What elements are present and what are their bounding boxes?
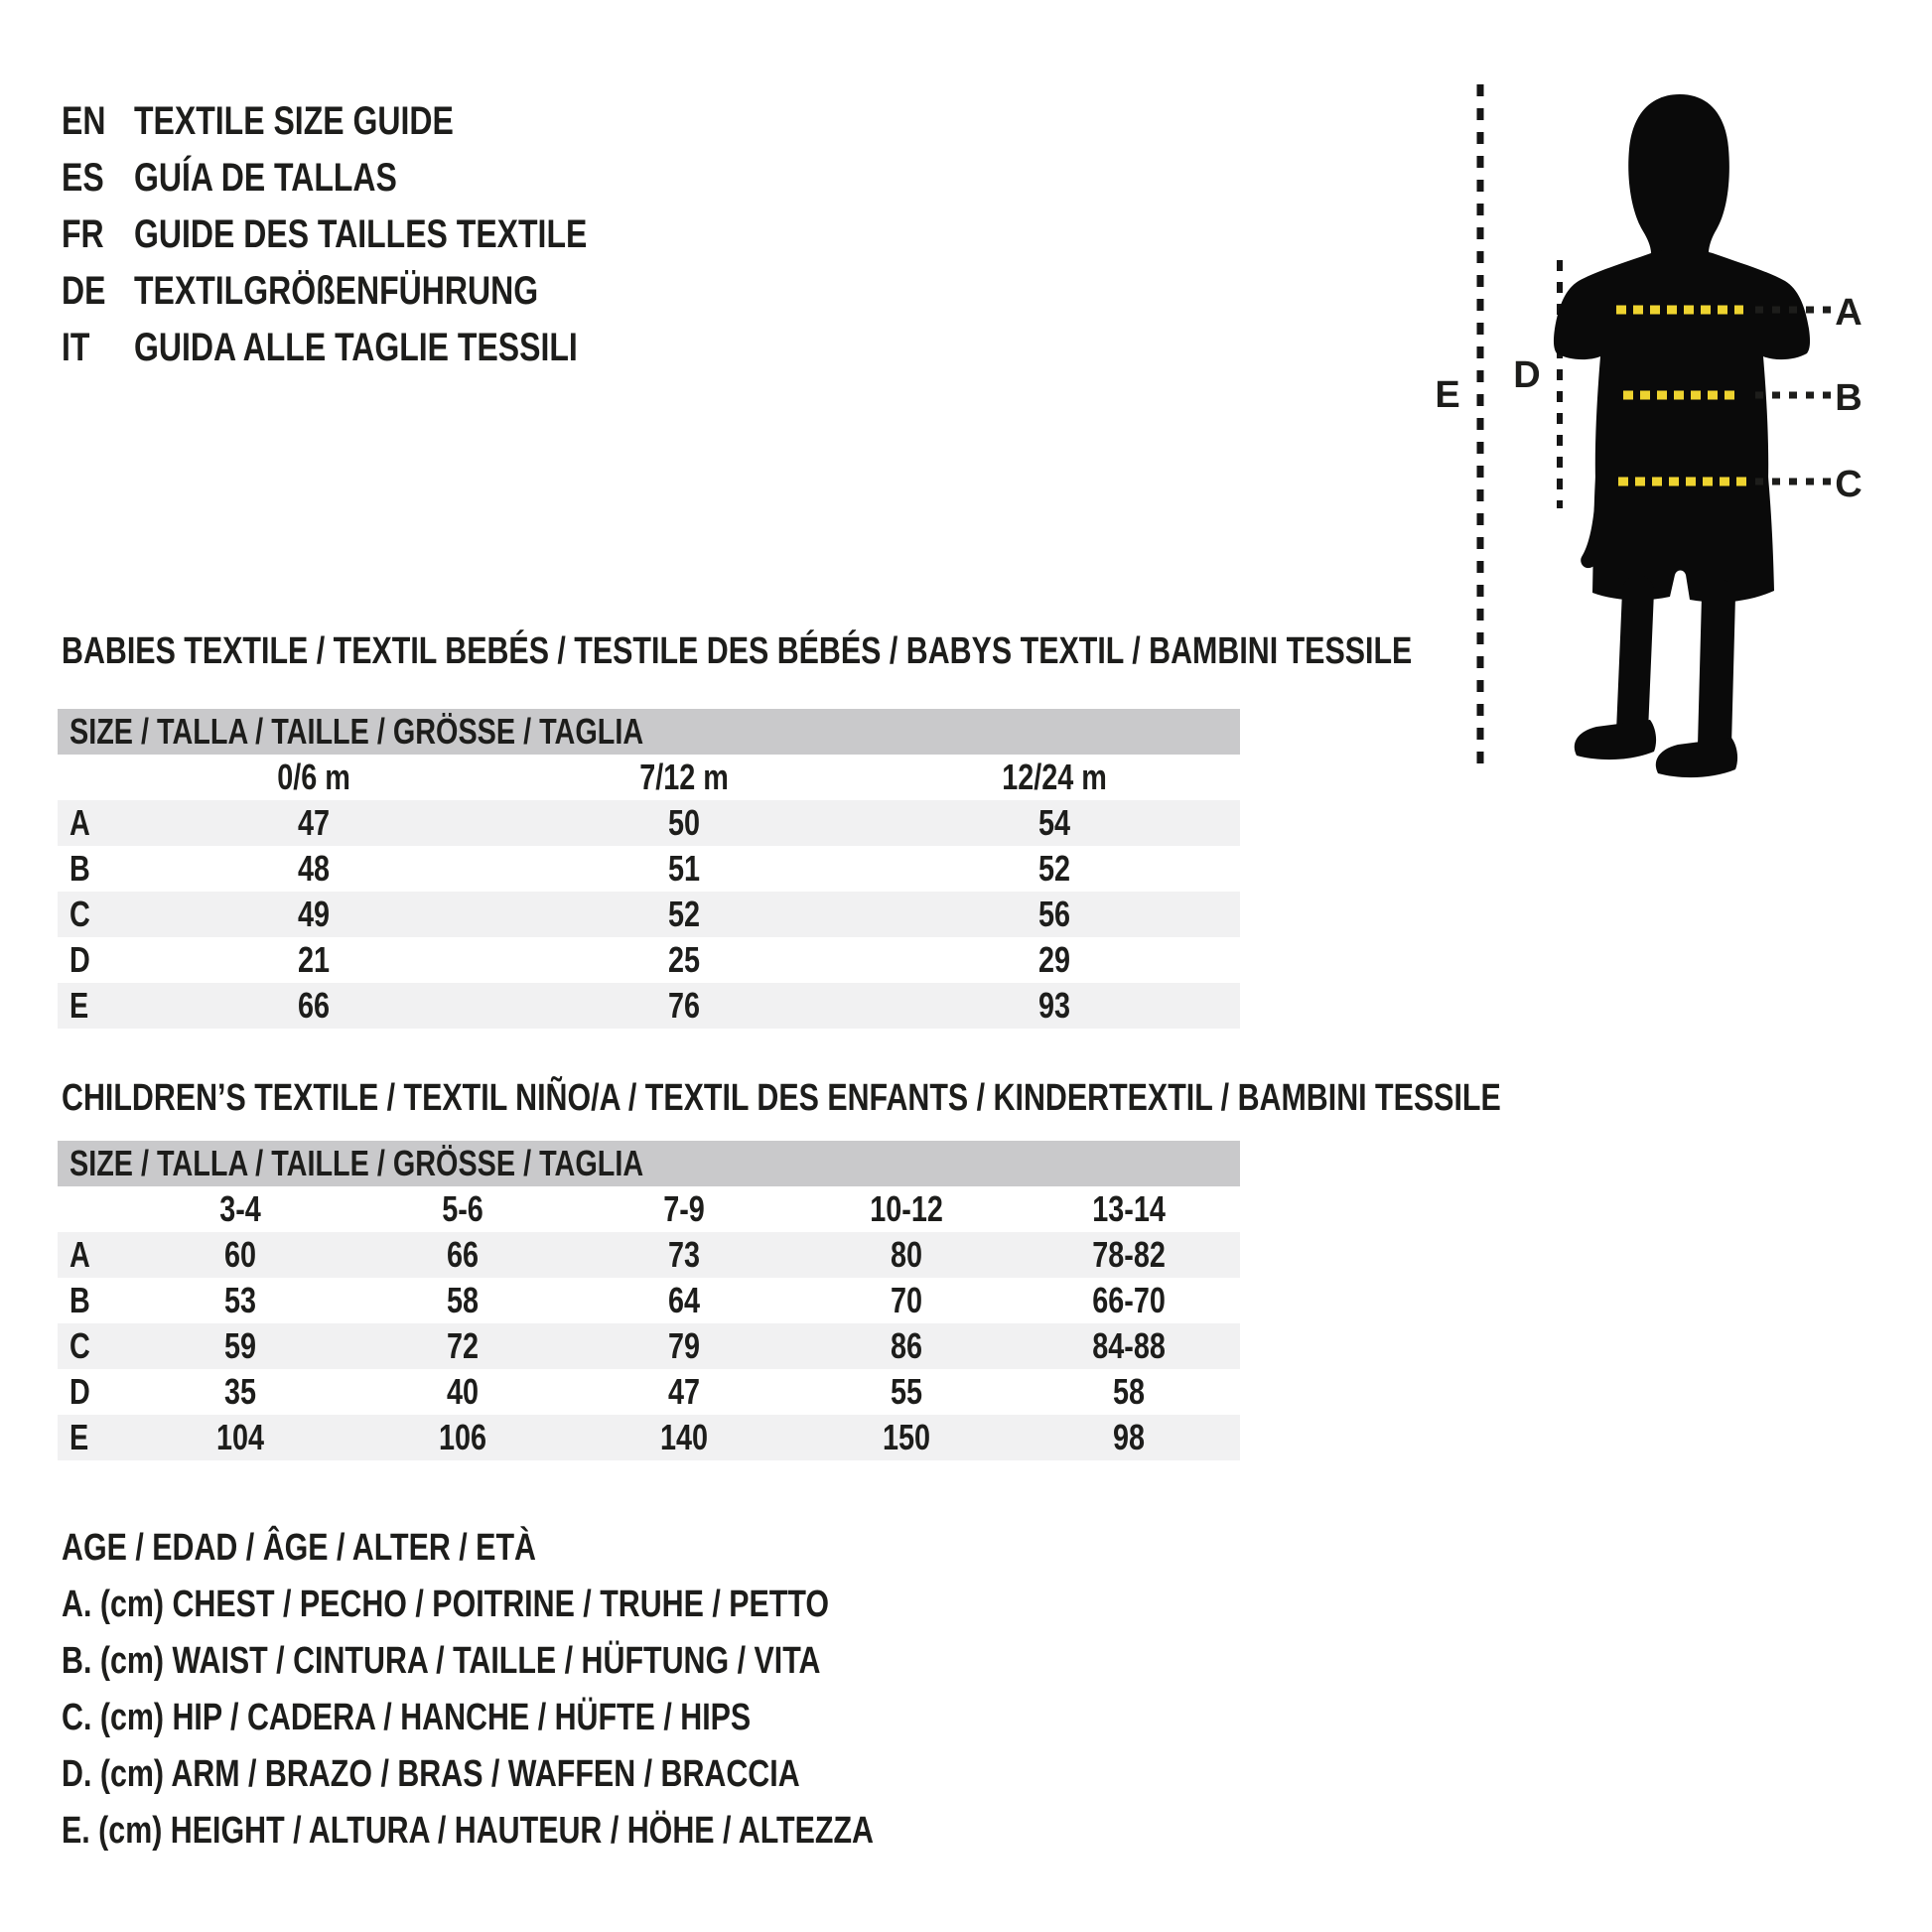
legend-height: E. (cm) HEIGHT / ALTURA / HAUTEUR / HÖHE / ALTEZZA — [62, 1810, 874, 1852]
row-label: A — [69, 802, 90, 843]
cell: 86 — [891, 1325, 923, 1366]
table-row — [58, 892, 1240, 937]
guide-title-it: GUIDA ALLE TAGLIE TESSILI — [134, 326, 578, 369]
language-row-es — [62, 150, 700, 207]
column-header: 5-6 — [441, 1188, 483, 1229]
cell: 47 — [298, 802, 331, 843]
cell: 98 — [1113, 1417, 1146, 1457]
cell: 47 — [668, 1371, 701, 1412]
row-label: E — [69, 985, 89, 1026]
column-header: 7-9 — [663, 1188, 706, 1229]
language-code: IT — [62, 326, 90, 369]
cell: 104 — [215, 1417, 264, 1457]
cell: 93 — [1038, 985, 1071, 1026]
babies-column-header-row — [58, 755, 1240, 800]
cell: 106 — [438, 1417, 486, 1457]
children-section-title: CHILDREN’S TEXTILE / TEXTIL NIÑO/A / TEXTIL DES ENFANTS / KINDERTEXTIL / BAMBINI TESSILE — [62, 1077, 1501, 1119]
language-code: DE — [62, 269, 106, 313]
cell: 78-82 — [1092, 1234, 1166, 1275]
table-row — [58, 846, 1240, 892]
cell: 52 — [1038, 848, 1071, 889]
cell: 60 — [223, 1234, 256, 1275]
language-row-fr — [62, 207, 700, 263]
row-label: C — [69, 894, 90, 934]
measurement-legend — [62, 1520, 1076, 1860]
table-row — [58, 800, 1240, 846]
row-label: E — [69, 1417, 89, 1457]
cell: 49 — [298, 894, 331, 934]
babies-size-header-bar: SIZE / TALLA / TAILLE / GRÖSSE / TAGLIA — [58, 709, 1240, 755]
row-label: A — [69, 1234, 90, 1275]
language-code: FR — [62, 212, 104, 256]
cell: 70 — [891, 1280, 923, 1320]
legend-age: AGE / EDAD / ÂGE / ALTER / ETÀ — [62, 1527, 536, 1569]
language-row-de — [62, 263, 700, 320]
table-row — [58, 983, 1240, 1029]
language-row-it — [62, 320, 700, 376]
cell: 56 — [1038, 894, 1071, 934]
cell: 76 — [668, 985, 701, 1026]
label-b: B — [1835, 377, 1863, 419]
table-row — [58, 1278, 1240, 1323]
cell: 58 — [446, 1280, 479, 1320]
legend-chest: A. (cm) CHEST / PECHO / POITRINE / TRUHE / PETTO — [62, 1584, 830, 1625]
cell: 29 — [1038, 939, 1071, 980]
cell: 48 — [298, 848, 331, 889]
cell: 40 — [446, 1371, 479, 1412]
table-row — [58, 1369, 1240, 1415]
cell: 58 — [1113, 1371, 1146, 1412]
column-header: 13-14 — [1092, 1188, 1166, 1229]
cell: 52 — [668, 894, 701, 934]
cell: 59 — [223, 1325, 256, 1366]
cell: 140 — [660, 1417, 709, 1457]
cell: 150 — [883, 1417, 931, 1457]
cell: 21 — [298, 939, 331, 980]
column-header: 3-4 — [219, 1188, 261, 1229]
guide-title-fr: GUIDE DES TAILLES TEXTILE — [134, 212, 588, 256]
column-header: 12/24 m — [1002, 757, 1108, 797]
label-e: E — [1435, 374, 1460, 416]
cell: 66 — [446, 1234, 479, 1275]
child-silhouette-icon — [1554, 94, 1810, 777]
guide-title-en: TEXTILE SIZE GUIDE — [134, 99, 454, 143]
row-label: C — [69, 1325, 90, 1366]
cell: 50 — [668, 802, 701, 843]
cell: 51 — [668, 848, 701, 889]
children-size-table — [58, 1141, 1240, 1460]
cell: 72 — [446, 1325, 479, 1366]
cell: 66 — [298, 985, 331, 1026]
cell: 64 — [668, 1280, 701, 1320]
language-header — [62, 93, 700, 376]
table-row — [58, 1323, 1240, 1369]
guide-title-es: GUÍA DE TALLAS — [134, 156, 397, 200]
cell: 54 — [1038, 802, 1071, 843]
table-row — [58, 937, 1240, 983]
cell: 84-88 — [1092, 1325, 1166, 1366]
legend-arm: D. (cm) ARM / BRAZO / BRAS / WAFFEN / BRACCIA — [62, 1753, 800, 1795]
babies-section-title: BABIES TEXTILE / TEXTIL BEBÉS / TESTILE DES BÉBÉS / BABYS TEXTIL / BAMBINI TESSILE — [62, 630, 1413, 672]
measurement-figure — [1420, 55, 1932, 789]
language-row-en — [62, 93, 700, 150]
cell: 55 — [891, 1371, 923, 1412]
table-row — [58, 1415, 1240, 1460]
label-c: C — [1835, 464, 1863, 505]
babies-size-table — [58, 709, 1240, 1029]
cell: 80 — [891, 1234, 923, 1275]
language-code: ES — [62, 156, 104, 200]
legend-waist: B. (cm) WAIST / CINTURA / TAILLE / HÜFTUNG / VITA — [62, 1640, 821, 1682]
cell: 25 — [668, 939, 701, 980]
cell: 66-70 — [1092, 1280, 1166, 1320]
row-label: D — [69, 1371, 90, 1412]
table-row — [58, 1232, 1240, 1278]
row-label: B — [69, 1280, 90, 1320]
row-label: D — [69, 939, 90, 980]
legend-hip: C. (cm) HIP / CADERA / HANCHE / HÜFTE / HIPS — [62, 1697, 752, 1738]
language-code: EN — [62, 99, 106, 143]
guide-title-de: TEXTILGRÖßENFÜHRUNG — [134, 269, 539, 313]
children-column-header-row — [58, 1186, 1240, 1232]
row-label: B — [69, 848, 90, 889]
column-header: 10-12 — [870, 1188, 944, 1229]
column-header: 0/6 m — [277, 757, 351, 797]
label-a: A — [1835, 292, 1863, 334]
cell: 35 — [223, 1371, 256, 1412]
label-d: D — [1513, 354, 1541, 396]
cell: 53 — [223, 1280, 256, 1320]
cell: 73 — [668, 1234, 701, 1275]
column-header: 7/12 m — [639, 757, 730, 797]
children-size-header-bar: SIZE / TALLA / TAILLE / GRÖSSE / TAGLIA — [58, 1141, 1240, 1186]
cell: 79 — [668, 1325, 701, 1366]
